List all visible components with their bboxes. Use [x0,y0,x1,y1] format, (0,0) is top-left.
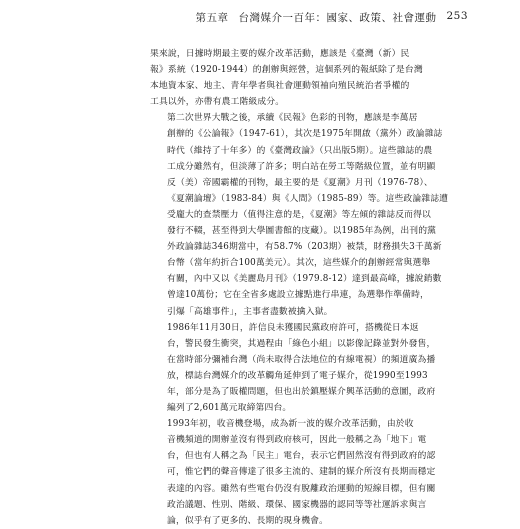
text-line: 論，似乎有了更多的、長期的現身機會。 [167,515,329,526]
text-line: 放，標誌台灣媒介的改革觸角延伸到了電子媒介，從1990至1993 [167,370,428,381]
text-line: 發行不輟，甚至得到大學圖書館的庋藏）。以1985年為例，出刊的黨 [167,226,437,237]
text-line: 1986年11月30日，許信良未獲國民黨政府許可，搭機從日本返 [167,322,419,333]
paragraph [150,416,436,529]
text-line: 音機頻道的開辦並沒有得到政府核可，因此一般稱之為「地下」電 [167,435,427,446]
page-number: 253 [446,10,468,22]
text-line: 在當時部分彌補台灣（尚未取得合法地位的有線電視）的頻道廣為播 [167,354,436,365]
text-line: 1993年初，收音機登場，成為新一波的媒介改革活動，由於收 [167,419,414,430]
text-line: 受龐大的查禁壓力（值得注意的是，《夏潮》等左傾的雜誌反而得以 [167,209,432,220]
text-line: 台幣（當年約折合100萬美元）。其次，這些媒介的創辦經常與選舉 [167,258,431,269]
text-line: 台，警民發生衝突，其過程由「綠色小組」以影像記錄並對外發售， [167,338,436,349]
text-line: 創辦的《公論報》（1947-61），其次是1975年開啟（黨外）政論雜誌 [167,129,443,140]
text-line: 外政論雜誌346期當中，有58.7%（203期）被禁，財務損失3千萬新 [167,242,442,253]
paragraph [150,320,436,417]
text-line: 果來說，日據時期最主要的媒介改革活動，應該是《臺灣（新）民 [150,49,410,59]
text-line: 第二次世界大戰之後，承續《民報》色彩的刊物，應該是李萬居 [167,113,418,124]
text-line: 工具以外，亦帶有農工階級成分。 [150,97,285,108]
text-line: 可，惟它們的聲音傳達了很多主流的、建制的媒介所沒有長期而穩定 [167,467,436,478]
text-line: 時代（維持了十年多）的《臺灣政論》（只出版5期）。這些雜誌的農 [167,145,433,156]
text-line: 政治議題、性別、階級、環保、國家機器的認同等等社運訴求與言 [167,499,427,510]
text-line: 引爆「高雄事件」，主事者盡數被擒入獄。 [167,306,333,317]
text-line: 編列了2,601萬元取締第四台。 [167,403,292,414]
chapter-title: 台灣媒介一百年：國家、政策、社會運動 [238,12,437,24]
running-head [195,10,468,25]
text-line: 工成分雖然有，但淡薄了許多；明白站在勞工等階級位置，並有明顯 [167,161,436,172]
chapter-label: 第五章 [195,12,229,24]
text-line: 曾達10萬份；它在全省多處設立據點進行串連，為選舉作準備時， [167,290,430,301]
text-line: 反（美）帝國霸權的刊物，最主要的是《夏潮》月刊（1976-78）、 [167,177,433,188]
text-line: 年，部分是為了販權問題，但也出於鎮壓媒介興革活動的意圖，政府 [167,386,436,397]
text-line: 《夏潮論壇》（1983-84）與《人間》（1985-89）等。這些政論雜誌遭 [167,193,449,204]
paragraph [150,46,423,110]
body-text [150,46,449,529]
text-line: 有關，內中又以《美麗島月刊》（1979.8-12）達到最高峰，據說銷數 [167,274,442,285]
text-line: 表達的內容。雖然有些電台仍沒有脫離政治運動的短線目標，但有關 [167,483,436,494]
text-line: 台，但也有人稱之為「民主」電台，表示它們固然沒有得到政府的認 [167,451,436,462]
text-line: 報》系統（1920-1944）的創辦與經營，這個系列的報紙除了是台灣 [150,65,423,76]
paragraph [150,110,449,319]
text-line: 本地資本家、地主、青年學者與社會運動領袖向殖民統治者爭權的 [150,81,410,92]
